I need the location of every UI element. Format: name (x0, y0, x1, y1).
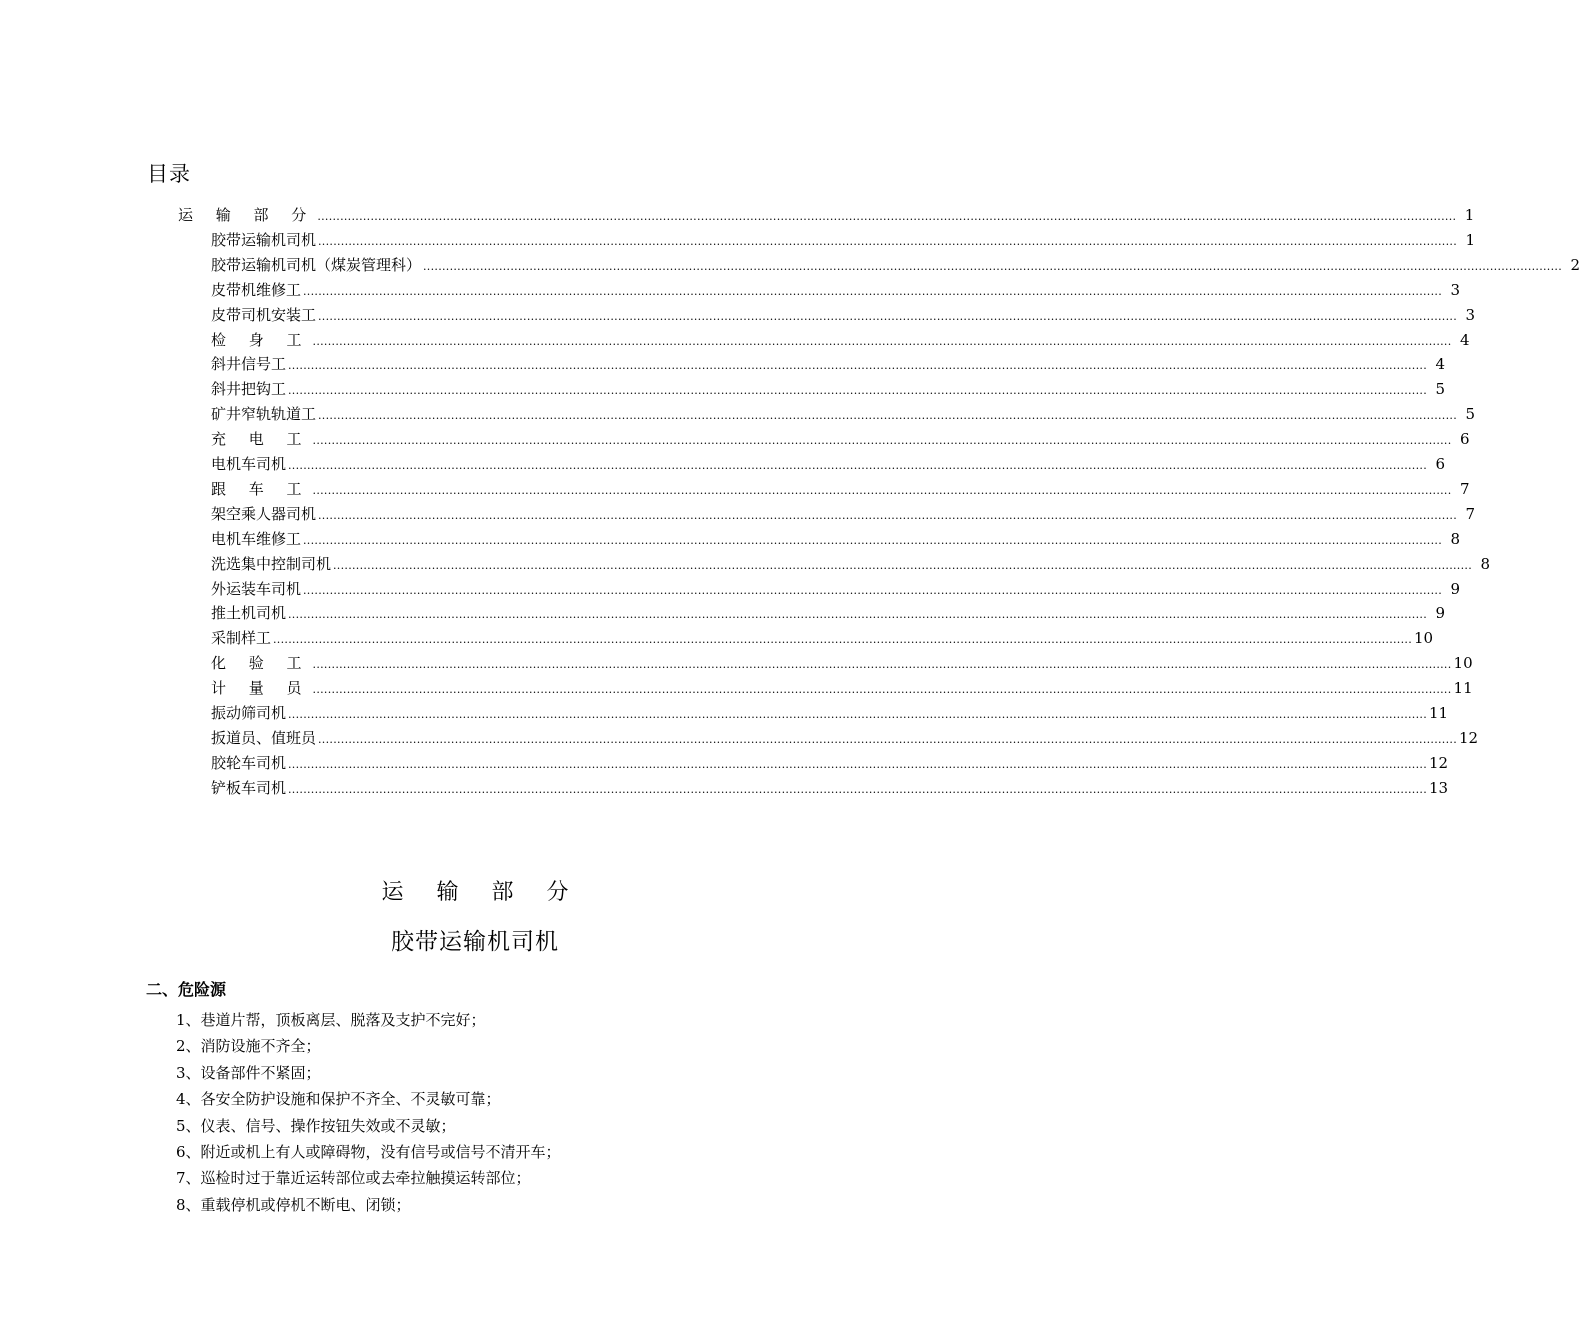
section-title: 胶带运输机司机 (391, 929, 559, 955)
toc-entry[interactable] (211, 378, 1445, 403)
toc-entry-page: 9 (1435, 604, 1445, 623)
toc-entry-label: 计 量 员 (211, 679, 311, 698)
toc-entry-label: 胶轮车司机 (211, 753, 287, 772)
toc-leader-dots: ............................................................................................................................................................................................................................................................................................................ (333, 558, 1472, 572)
part-title: 运 输 部 分 (381, 880, 582, 905)
toc-leader-dots: ............................................................................................................................................................................................................................................................................................................ (312, 334, 1452, 348)
toc-entry-label: 架空乘人器司机 (211, 504, 317, 523)
toc-entry[interactable] (211, 229, 1475, 254)
toc-leader-dots: ............................................................................................................................................................................................................................................................................................................ (288, 608, 1427, 622)
toc-entry-page: 6 (1435, 455, 1445, 473)
toc-entry-label: 皮带司机安装工 (211, 305, 317, 324)
toc-leader-dots: ............................................................................................................................................................................................................................................................................................................ (318, 508, 1457, 522)
toc-leader-dots: ............................................................................................................................................................................................................................................................................................................ (317, 210, 1457, 223)
toc-leader-dots: ............................................................................................................................................................................................................................................................................................................ (318, 409, 1457, 423)
toc-entry[interactable] (211, 702, 1449, 727)
toc-entry[interactable] (211, 503, 1475, 528)
toc-entry-label: 皮带机维修工 (211, 280, 302, 299)
toc-entry-page: 12 (1459, 728, 1479, 747)
toc-entry[interactable] (211, 428, 1470, 453)
hazard-subheading: 二、危险源 (146, 980, 227, 999)
hazard-item: 7、巡检时过于靠近运转部位或去牵拉触摸运转部位； (176, 1169, 531, 1188)
toc-entry-page: 5 (1435, 380, 1445, 399)
toc-leader-dots: ............................................................................................................................................................................................................................................................................................................ (273, 633, 1412, 647)
toc-leader-dots: ............................................................................................................................................................................................................................................................................................................ (303, 284, 1442, 298)
toc-entry-label: 推土机司机 (211, 604, 287, 623)
toc-entry-label: 运 输 部 分 (178, 206, 316, 224)
toc-entry[interactable] (211, 453, 1445, 478)
toc-entry-label: 外运装车司机 (211, 579, 302, 598)
toc-leader-dots: ............................................................................................................................................................................................................................................................................................................ (318, 309, 1457, 323)
toc-leader-dots: ............................................................................................................................................................................................................................................................................................................ (312, 683, 1452, 697)
toc-entry[interactable] (211, 403, 1475, 428)
toc-entry-label: 斜井信号工 (211, 355, 287, 374)
toc-entry[interactable] (211, 353, 1445, 378)
toc-entry-label: 化 验 工 (211, 654, 311, 673)
toc-leader-dots: ............................................................................................................................................................................................................................................................................................................ (288, 359, 1427, 373)
toc-entry-label: 检 身 工 (211, 330, 311, 349)
toc-entry-page: 10 (1453, 654, 1473, 673)
hazard-list (176, 1007, 561, 1218)
toc-entry-page: 13 (1429, 778, 1449, 797)
hazard-item: 4、各安全防护设施和保护不齐全、不灵敏可靠； (176, 1090, 501, 1109)
toc-leader-dots: ............................................................................................................................................................................................................................................................................................................ (312, 658, 1452, 672)
toc-entry-label: 胶带运输机司机（煤炭管理科） (211, 255, 422, 274)
toc-leader-dots: ............................................................................................................................................................................................................................................................................................................ (288, 459, 1427, 472)
toc-entry[interactable] (211, 578, 1460, 603)
toc-entry[interactable] (211, 602, 1445, 627)
hazard-item: 1、巷道片帮，顶板离层、脱落及支护不完好； (176, 1011, 486, 1029)
toc-entry-label: 斜井把钩工 (211, 380, 287, 399)
toc-entry-label: 振动筛司机 (211, 704, 287, 722)
toc-entry-page: 6 (1459, 430, 1470, 449)
toc-leader-dots: ............................................................................................................................................................................................................................................................................................................ (288, 708, 1427, 721)
toc-leader-dots: ............................................................................................................................................................................................................................................................................................................ (303, 583, 1442, 597)
toc-entry-label: 矿井窄轨轨道工 (211, 405, 317, 424)
toc-entry-label: 扳道员、值班员 (211, 728, 317, 747)
toc-entry-page: 2 (1570, 255, 1580, 274)
toc-entry[interactable] (211, 478, 1470, 503)
toc-entry-page: 7 (1459, 479, 1470, 498)
toc-heading: 目录 (147, 162, 191, 186)
toc-entry-page: 3 (1465, 305, 1475, 324)
toc-entry[interactable] (211, 777, 1449, 802)
toc-entry-page: 4 (1435, 355, 1445, 374)
toc-entry-page: 3 (1450, 280, 1460, 299)
toc-entry-page: 11 (1453, 679, 1473, 698)
toc-entry-page: 1 (1464, 206, 1475, 224)
toc-entry-label: 跟 车 工 (211, 479, 311, 498)
hazard-item: 2、消防设施不齐全； (176, 1037, 321, 1056)
toc-entry-label: 铲板车司机 (211, 778, 287, 797)
toc-entry-label: 洗选集中控制司机 (211, 554, 332, 573)
toc-entry-label: 采制样工 (211, 629, 272, 648)
toc-entry[interactable] (211, 528, 1460, 553)
toc-leader-dots: ............................................................................................................................................................................................................................................................................................................ (312, 434, 1452, 448)
toc-entry-page: 9 (1450, 579, 1460, 598)
toc-entry-label: 电机车司机 (211, 455, 287, 473)
toc-leader-dots: ............................................................................................................................................................................................................................................................................................................ (288, 757, 1427, 771)
toc-entry[interactable] (211, 279, 1460, 304)
toc-entry-page: 11 (1429, 704, 1449, 722)
toc-entry-page: 8 (1480, 554, 1490, 573)
toc-entry[interactable] (211, 329, 1470, 354)
toc-entry[interactable] (211, 677, 1473, 702)
hazard-item: 5、仪表、信号、操作按钮失效或不灵敏； (176, 1116, 456, 1135)
toc-entry[interactable] (211, 752, 1449, 777)
toc-entry[interactable] (211, 254, 1580, 279)
toc-leader-dots: ............................................................................................................................................................................................................................................................................................................ (288, 782, 1427, 796)
toc-leader-dots: ............................................................................................................................................................................................................................................................................................................ (423, 259, 1562, 273)
toc-entry-label: 电机车维修工 (211, 529, 302, 548)
toc-entry[interactable] (211, 553, 1490, 578)
toc-leader-dots: ............................................................................................................................................................................................................................................................................................................ (312, 483, 1452, 497)
toc-entry-label: 胶带运输机司机 (211, 230, 317, 249)
toc-entry[interactable] (211, 627, 1434, 652)
toc-entry-page: 5 (1465, 405, 1475, 424)
toc-leader-dots: ............................................................................................................................................................................................................................................................................................................ (318, 732, 1457, 746)
hazard-item: 6、附近或机上有人或障碍物，没有信号或信号不清开车； (176, 1142, 561, 1161)
toc-leader-dots: ............................................................................................................................................................................................................................................................................................................ (288, 384, 1427, 398)
toc-leader-dots: ............................................................................................................................................................................................................................................................................................................ (318, 234, 1457, 248)
toc-leader-dots: ............................................................................................................................................................................................................................................................................................................ (303, 533, 1442, 547)
toc-entry-label: 充 电 工 (211, 430, 311, 449)
toc-entry-page: 1 (1465, 230, 1475, 249)
toc-entry-page: 4 (1459, 330, 1470, 349)
toc-entry-page: 7 (1465, 504, 1475, 523)
toc-entry[interactable] (178, 204, 1475, 229)
toc-entry[interactable] (211, 304, 1475, 329)
toc-entry[interactable] (211, 727, 1479, 752)
toc-entry-page: 10 (1414, 629, 1434, 648)
toc-entry[interactable] (211, 652, 1473, 677)
toc-entry-page: 8 (1450, 529, 1460, 548)
toc-entry-page: 12 (1429, 753, 1449, 772)
hazard-item: 8、重载停机或停机不断电、闭锁； (176, 1195, 411, 1214)
hazard-item: 3、设备部件不紧固； (176, 1063, 321, 1082)
